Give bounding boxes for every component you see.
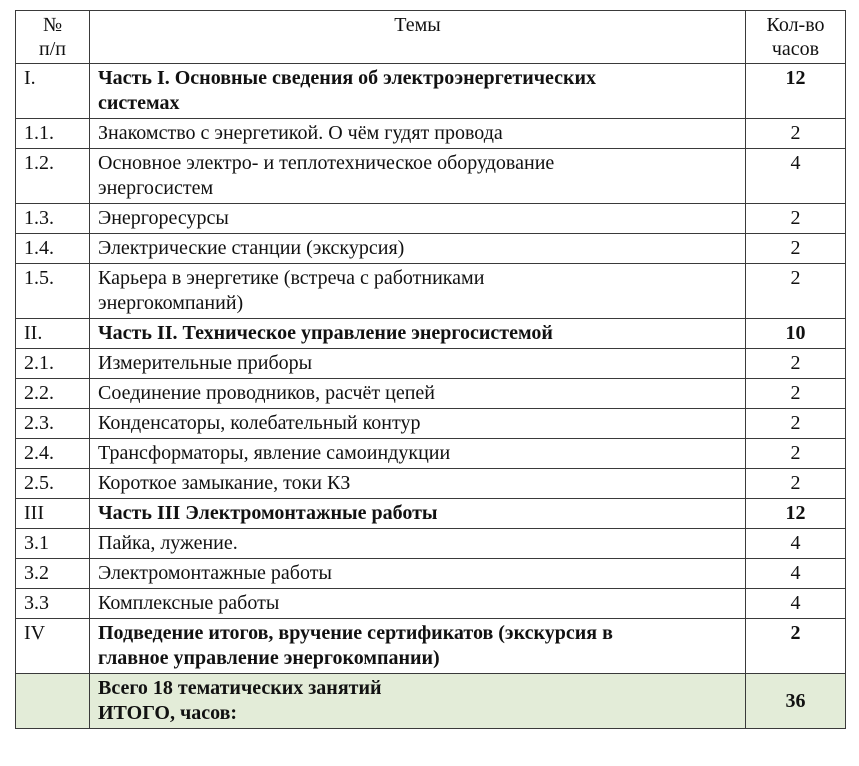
row-hours: 10 bbox=[746, 319, 846, 349]
row-hours: 4 bbox=[746, 529, 846, 559]
header-hours bbox=[746, 11, 846, 64]
row-topic: Знакомство с энергетикой. О чём гудят провода bbox=[90, 119, 746, 149]
row-number: II. bbox=[16, 319, 90, 349]
row-topic-line1: Часть I. Основные сведения об электроэнергетических bbox=[98, 67, 597, 89]
row-hours: 2 bbox=[746, 204, 846, 234]
row-topic-line2: энергосистем bbox=[98, 177, 214, 199]
table-row bbox=[16, 379, 846, 409]
row-topic bbox=[90, 64, 746, 119]
row-topic-line2: главное управление энергокомпании) bbox=[98, 647, 440, 669]
row-hours: 12 bbox=[746, 499, 846, 529]
table-row bbox=[16, 409, 846, 439]
row-number: 1.2. bbox=[16, 149, 90, 204]
table-row bbox=[16, 499, 846, 529]
row-topic-line2: энергокомпаний) bbox=[98, 292, 244, 314]
row-number: 1.1. bbox=[16, 119, 90, 149]
row-topic: Измерительные приборы bbox=[90, 349, 746, 379]
total-label-line1: Всего 18 тематических занятий bbox=[98, 677, 382, 699]
header-number-line1: № bbox=[42, 14, 63, 36]
row-number: 1.3. bbox=[16, 204, 90, 234]
table-row bbox=[16, 119, 846, 149]
row-number: 3.1 bbox=[16, 529, 90, 559]
row-number: 1.4. bbox=[16, 234, 90, 264]
row-hours: 2 bbox=[746, 234, 846, 264]
row-number: III bbox=[16, 499, 90, 529]
row-topic: Конденсаторы, колебательный контур bbox=[90, 409, 746, 439]
row-number: 2.4. bbox=[16, 439, 90, 469]
row-topic bbox=[90, 149, 746, 204]
row-number: 3.3 bbox=[16, 589, 90, 619]
row-number: 3.2 bbox=[16, 559, 90, 589]
row-topic-line1: Карьера в энергетике (встреча с работниками bbox=[98, 267, 485, 289]
total-label-line2: ИТОГО, часов: bbox=[98, 702, 238, 724]
table-row bbox=[16, 204, 846, 234]
row-hours: 2 bbox=[746, 349, 846, 379]
header-topics: Темы bbox=[90, 11, 746, 64]
header-number bbox=[16, 11, 90, 64]
row-number: I. bbox=[16, 64, 90, 119]
row-hours: 2 bbox=[746, 119, 846, 149]
table-row bbox=[16, 559, 846, 589]
row-topic: Электрические станции (экскурсия) bbox=[90, 234, 746, 264]
table-row bbox=[16, 234, 846, 264]
row-hours: 4 bbox=[746, 559, 846, 589]
row-number: 2.2. bbox=[16, 379, 90, 409]
row-hours: 12 bbox=[746, 64, 846, 119]
row-topic: Соединение проводников, расчёт цепей bbox=[90, 379, 746, 409]
row-number: 2.1. bbox=[16, 349, 90, 379]
row-topic-line1: Подведение итогов, вручение сертификатов (экскурсия в bbox=[98, 622, 613, 644]
row-hours: 2 bbox=[746, 439, 846, 469]
row-topic: Часть II. Техническое управление энергосистемой bbox=[90, 319, 746, 349]
table-row bbox=[16, 349, 846, 379]
row-topic bbox=[90, 619, 746, 674]
row-number: 1.5. bbox=[16, 264, 90, 319]
course-program-table bbox=[15, 10, 846, 729]
row-hours: 2 bbox=[746, 379, 846, 409]
table-row bbox=[16, 149, 846, 204]
header-hours-line1: Кол-во bbox=[766, 14, 825, 36]
table-row bbox=[16, 469, 846, 499]
row-hours: 2 bbox=[746, 409, 846, 439]
total-row bbox=[16, 674, 846, 729]
row-topic: Электромонтажные работы bbox=[90, 559, 746, 589]
table-row bbox=[16, 589, 846, 619]
row-hours: 2 bbox=[746, 619, 846, 674]
row-number: 2.5. bbox=[16, 469, 90, 499]
table-row bbox=[16, 64, 846, 119]
row-number: IV bbox=[16, 619, 90, 674]
row-hours: 4 bbox=[746, 149, 846, 204]
total-number bbox=[16, 674, 90, 729]
table-row bbox=[16, 529, 846, 559]
row-hours: 2 bbox=[746, 264, 846, 319]
row-topic: Пайка, лужение. bbox=[90, 529, 746, 559]
table-row bbox=[16, 319, 846, 349]
row-topic: Энергоресурсы bbox=[90, 204, 746, 234]
table-row bbox=[16, 619, 846, 674]
table-header-row bbox=[16, 11, 846, 64]
row-topic: Трансформаторы, явление самоиндукции bbox=[90, 439, 746, 469]
row-hours: 2 bbox=[746, 469, 846, 499]
row-topic: Часть III Электромонтажные работы bbox=[90, 499, 746, 529]
row-topic-line2: системах bbox=[98, 92, 180, 114]
table-row bbox=[16, 439, 846, 469]
row-number: 2.3. bbox=[16, 409, 90, 439]
row-topic: Комплексные работы bbox=[90, 589, 746, 619]
total-label bbox=[90, 674, 746, 729]
table-row bbox=[16, 264, 846, 319]
total-hours: 36 bbox=[746, 674, 846, 729]
row-hours: 4 bbox=[746, 589, 846, 619]
row-topic bbox=[90, 264, 746, 319]
row-topic: Короткое замыкание, токи КЗ bbox=[90, 469, 746, 499]
header-hours-line2: часов bbox=[771, 38, 820, 60]
header-number-line2: п/п bbox=[39, 38, 66, 60]
row-topic-line1: Основное электро- и теплотехническое оборудование bbox=[98, 152, 555, 174]
